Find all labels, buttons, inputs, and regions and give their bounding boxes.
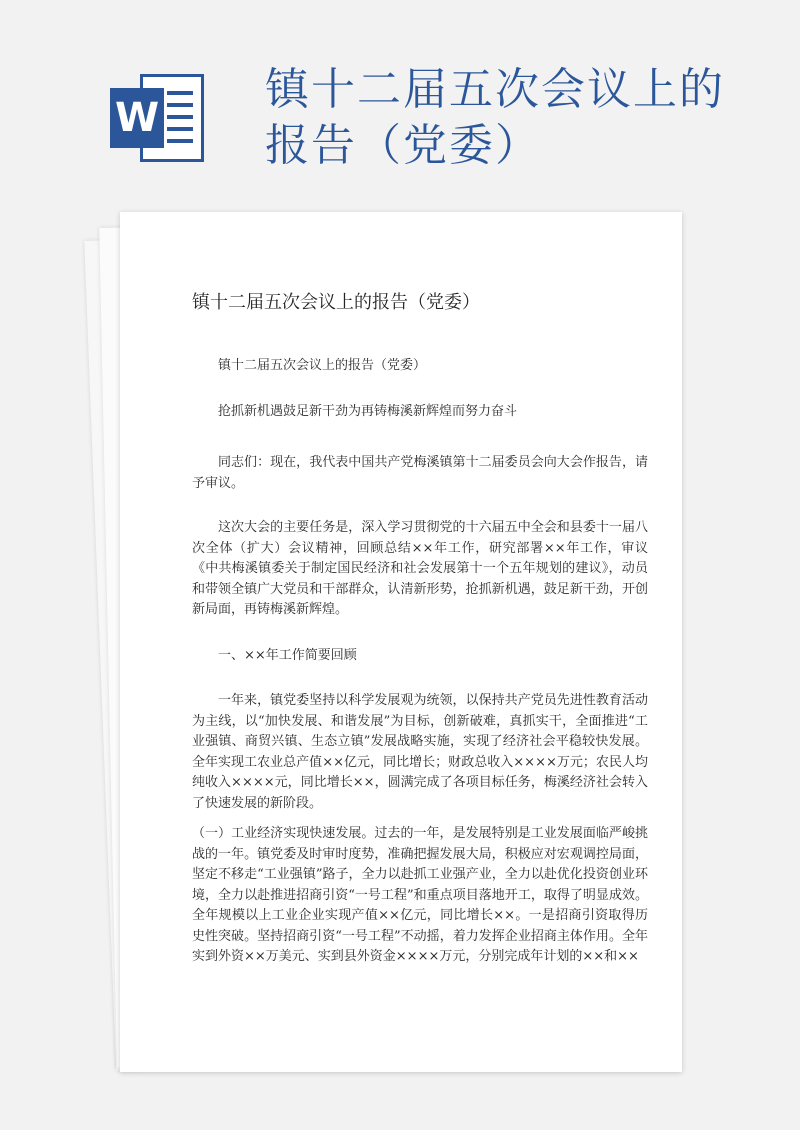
paragraph-6: （一）工业经济实现快速发展。过去的一年，是发展特别是工业发展面临严峻挑战的一年。镇党委及时审时度势，准确把握发展大局，积极应对宏观调控局面，坚定不移走“工业强镇”路子，全力以赴抓工业强产业，全力以赴优化投资创业环境，全力以赴推进招商引资“一号工程”和重点项目落地开工，取得了明显成效。全年规模以上工业企业实现产值××亿元，同比增长××。一是招商引资取得历史性突破。坚持招商引资“一号工程”不动摇，着力发挥企业招商主体作用。全年实到外资××万美元、实到县外资金××××万元，分别完成年计划的××和×× [192,826,648,964]
paragraph-3: 同志们：现在，我代表中国共产党梅溪镇第十二届委员会向大会作报告，请予审议。 [192,455,648,491]
document-page [120,212,682,1072]
page-title-line-1: 镇十二届五次会议上的 [265,64,725,115]
paragraph-5: 一年来，镇党委坚持以科学发展观为统领，以保持共产党员先进性教育活动为主线，以“加快发展、和谐发展”为目标，创新破难，真抓实干，全面推进“工业强镇、商贸兴镇、生态立镇”发展战略实施，实现了经济社会平稳较快发展。全年实现工农业总产值××亿元，同比增长；财政总收入××××万元；农民人均纯收入××××元，同比增长××，圆满完成了各项目标任务，梅溪经济社会转入了快速发展的新阶段。 [192,693,648,811]
section-heading-1: 一、××年工作简要回顾 [218,648,357,663]
word-document-icon [110,68,208,168]
paragraph-4: 这次大会的主要任务是，深入学习贯彻党的十六届五中全会和县委十一届八次全体（扩大）会议精神，回顾总结××年工作，研究部署××年工作，审议《中共梅溪镇委关于制定国民经济和社会发展第十一个五年规划的建议》，动员和带领全镇广大党员和干部群众，认清新形势，抢抓新机遇，鼓足新干劲，开创新局面，再铸梅溪新辉煌。 [192,520,648,617]
paragraph-2: 抢抓新机遇鼓足新干劲为再铸梅溪新辉煌而努力奋斗 [218,404,518,419]
word-logo-letter: W [110,88,164,148]
paragraph-1: 镇十二届五次会议上的报告（党委） [218,358,427,373]
page-title-line-2: 报告（党委） [265,120,541,171]
document-title: 镇十二届五次会议上的报告（党委） [192,292,480,313]
page-header [0,0,800,210]
